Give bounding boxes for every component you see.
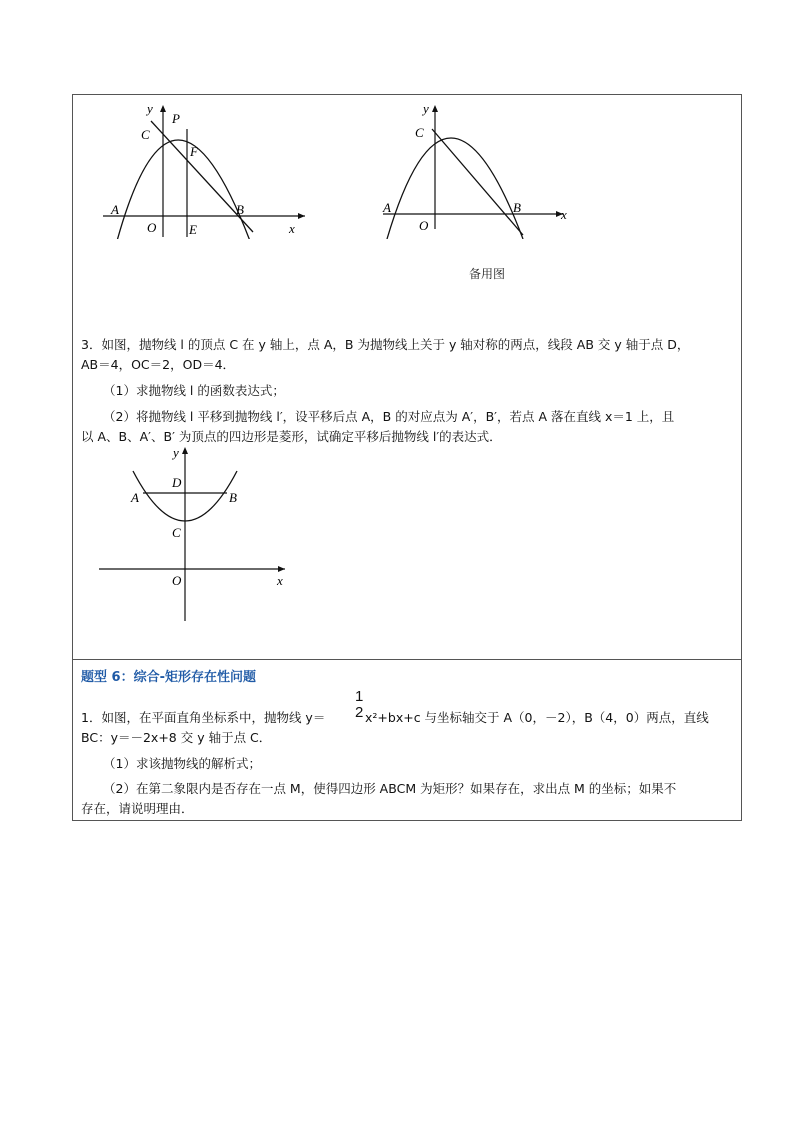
fraction-numerator: 1 xyxy=(355,688,364,705)
section-divider xyxy=(73,659,741,660)
fig2-o-label: O xyxy=(419,218,429,233)
fraction-denominator: 2 xyxy=(355,704,364,721)
problem1-q1: （1）求该抛物线的解析式； xyxy=(103,756,261,771)
problem1-line1a: 1．如图，在平面直角坐标系中，抛物线 y＝ xyxy=(81,710,326,725)
fig1-p-label: P xyxy=(172,111,180,126)
fig3-c-label: C xyxy=(172,525,181,540)
fig1-a-label: A xyxy=(111,202,119,217)
fig3-b-label: B xyxy=(229,490,237,505)
problem3-q1: （1）求抛物线 l 的函数表达式； xyxy=(103,383,285,398)
fig2-x-label: x xyxy=(561,207,567,222)
problem3-q2-line2: 以 A、B、A′、B′ 为顶点的四边形是菱形，试确定平移后抛物线 l′的表达式． xyxy=(81,429,502,444)
fig3-d-label: D xyxy=(172,475,182,490)
fig3-x-label: x xyxy=(277,573,283,588)
content-table xyxy=(72,94,742,821)
figure-3 xyxy=(95,445,295,625)
fig1-e-label: E xyxy=(189,222,197,237)
problem1-q2-line1: （2）在第二象限内是否存在一点 M，使得四边形 ABCM 为矩形？如果存在，求出点 M 的坐标；如果不 xyxy=(103,781,677,796)
section-heading: 题型 6：综合-矩形存在性问题 xyxy=(81,670,256,685)
problem3-q2-line1: （2）将抛物线 l 平移到抛物线 l′，设平移后点 A，B 的对应点为 A′，B′，若点 A 落在直线 x＝1 上，且 xyxy=(103,409,675,424)
fig2-c-label: C xyxy=(415,125,424,140)
fig1-c-label: C xyxy=(141,127,150,142)
fig2-b-label: B xyxy=(513,200,521,215)
figure-2 xyxy=(375,99,595,239)
fig1-x-label: x xyxy=(289,221,295,236)
problem1-q2-line2: 存在，请说明理由． xyxy=(81,801,194,816)
fig3-y-label: y xyxy=(173,445,179,460)
fig1-o-label: O xyxy=(147,220,157,235)
fig2-y-label: y xyxy=(423,101,429,116)
fig1-f-label: F xyxy=(190,144,198,159)
problem1-line1b: x²+bx+c 与坐标轴交于 A（0，－2），B（4，0）两点，直线 xyxy=(365,710,709,725)
problem3-line1: 3．如图，抛物线 l 的顶点 C 在 y 轴上，点 A，B 为抛物线上关于 y 轴对称的两点，线段 AB 交 y 轴于点 D， xyxy=(81,337,690,352)
fig1-y-label: y xyxy=(147,101,153,116)
fig3-a-label: A xyxy=(131,490,139,505)
fig1-b-label: B xyxy=(236,202,244,217)
fig3-o-label: O xyxy=(172,573,182,588)
problem3-line2: AB＝4，OC＝2，OD＝4． xyxy=(81,357,236,372)
problem1-line2: BC：y＝－2x+8 交 y 轴于点 C． xyxy=(81,730,272,745)
fig2-a-label: A xyxy=(383,200,391,215)
figure-2-caption: 备用图 xyxy=(469,267,506,281)
figure-1 xyxy=(95,99,315,239)
